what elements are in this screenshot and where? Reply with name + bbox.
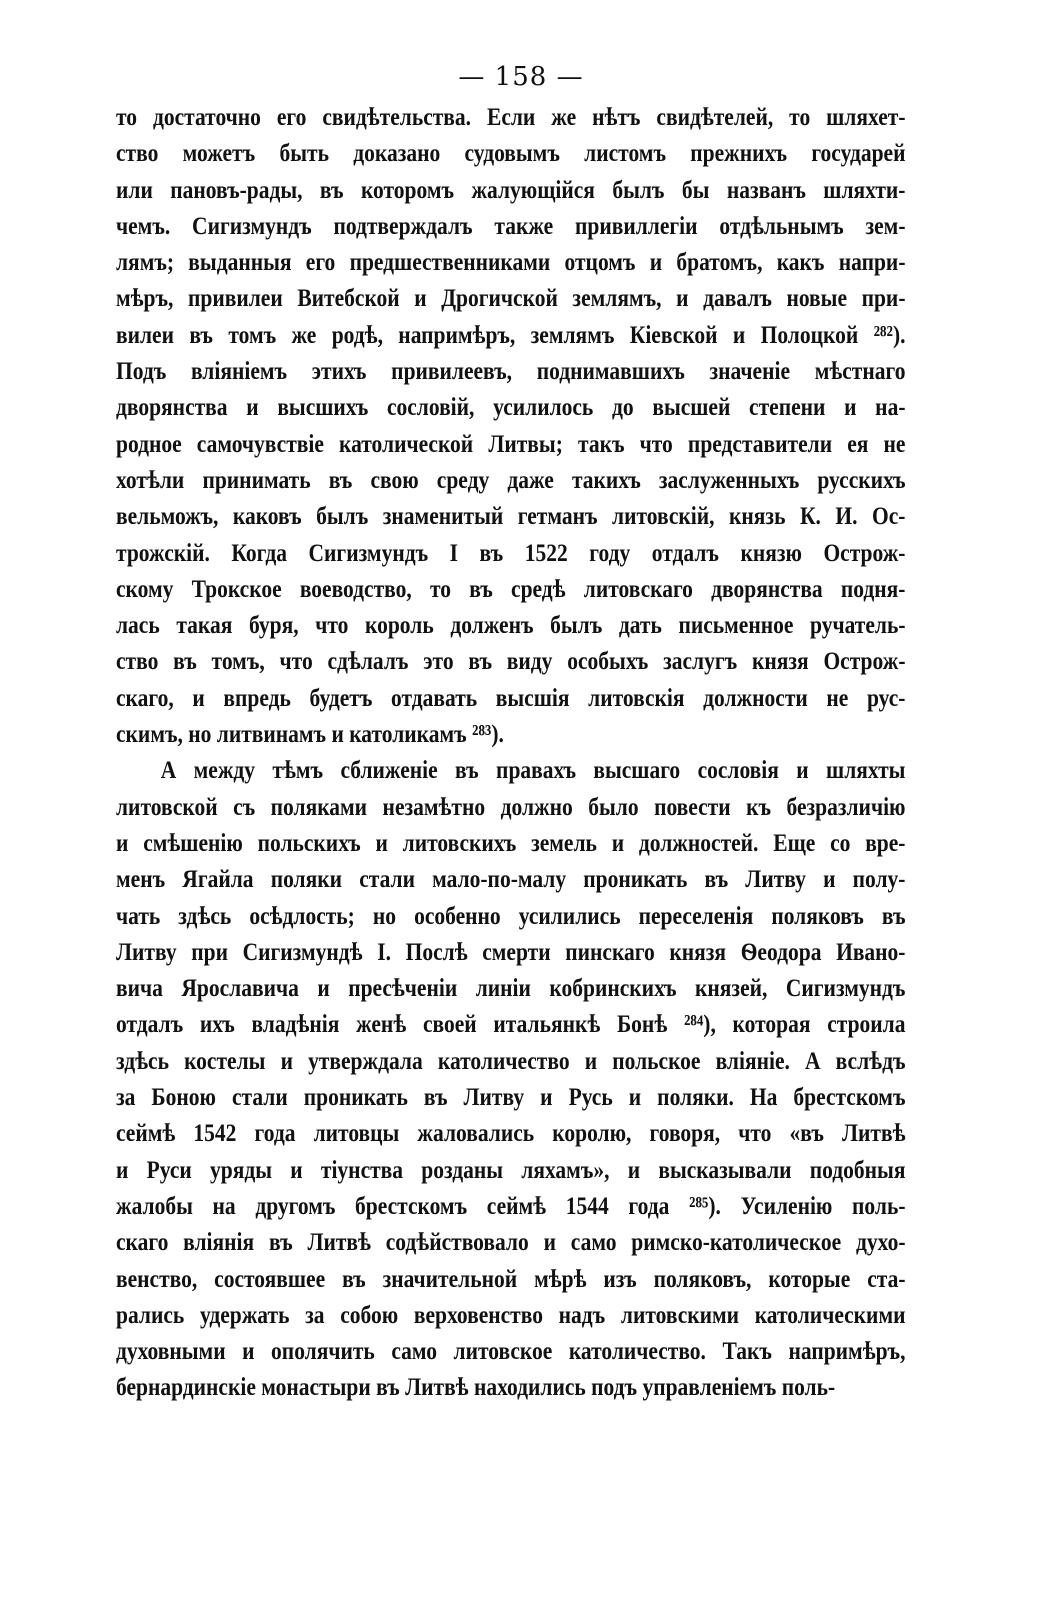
- text-line: ство въ томъ, что сдѣлалъ это въ виду особыхъ заслугъ князя Острож-: [116, 648, 906, 676]
- text-line: дворянства и высшихъ сословій, усилилось до высшей степени и на-: [116, 394, 906, 422]
- text-line: мѣръ, привилеи Витебской и Дрогичской землямъ, и давалъ новые при-: [116, 285, 906, 313]
- text-line: трожскій. Когда Сигизмундъ I въ 1522 году отдалъ князю Острож-: [116, 539, 906, 567]
- text-line: вича Ярославича и пресѣченіи линіи кобринскихъ князей, Сигизмундъ: [116, 975, 906, 1003]
- text-line: скаго вліянія въ Литвѣ содѣйствовало и само римско-католическое духо-: [116, 1229, 906, 1257]
- text-line: Литву при Сигизмундѣ I. Послѣ смерти пинскаго князя Ѳеодора Ивано-: [116, 938, 906, 966]
- page-number: — 158 —: [458, 62, 584, 92]
- text-line: вилеи въ томъ же родѣ, напримѣръ, землямъ Кіевской и Полоцкой ²⁸²).: [116, 321, 906, 349]
- text-line: скому Трокское воеводство, то въ средѣ литовскаго дворянства подня-: [116, 575, 906, 603]
- text-line: или пановъ-рады, въ которомъ жалующійся былъ бы названъ шляхти-: [116, 176, 906, 204]
- text-line: ство можетъ быть доказано судовымъ листомъ прежнихъ государей: [116, 140, 906, 168]
- text-line: вельможъ, каковъ былъ знаменитый гетманъ литовскій, князь К. И. Ос-: [116, 503, 906, 531]
- text-line: менъ Ягайла поляки стали мало-по-малу проникать въ Литву и полу-: [116, 866, 906, 894]
- text-line: родное самочувствіе католической Литвы; такъ что представители ея не: [116, 430, 906, 458]
- text-line: то достаточно его свидѣтельства. Если же нѣтъ свидѣтелей, то шляхет-: [116, 104, 906, 131]
- text-line: и смѣшенію польскихъ и литовскихъ земель и должностей. Еще со вре-: [116, 829, 906, 857]
- body-text: [116, 100, 906, 1407]
- text-line: сеймѣ 1542 года литовцы жаловались королю, говоря, что «въ Литвѣ: [116, 1120, 906, 1148]
- text-line: А между тѣмъ сближеніе въ правахъ высшаго сословія и шляхты: [160, 757, 906, 785]
- text-line: духовными и ополячить само литовское католичество. Такъ напримѣръ,: [116, 1338, 906, 1366]
- text-line: лась такая буря, что король долженъ былъ дать письменное ручатель-: [116, 612, 906, 640]
- text-line: здѣсь костелы и утверждала католичество и польское вліяніе. А вслѣдъ: [116, 1047, 906, 1075]
- text-line: Подъ вліяніемъ этихъ привилеевъ, поднимавшихъ значеніе мѣстнаго: [116, 358, 906, 386]
- text-line: жалобы на другомъ брестскомъ сеймѣ 1544 года ²⁸⁵). Усиленію поль-: [116, 1192, 906, 1220]
- text-line: рались удержать за собою верховенство надъ литовскими католическими: [116, 1301, 906, 1329]
- text-line: и Руси уряды и тіунства розданы ляхамъ», и высказывали подобныя: [116, 1156, 906, 1184]
- text-line: скаго, и впредь будетъ отдавать высшія литовскія должности не рус-: [116, 684, 906, 712]
- text-line: бернардинскіе монастыри въ Литвѣ находились подъ управленіемъ поль-: [116, 1374, 836, 1402]
- text-line: литовской съ поляками незамѣтно должно было повести къ безразличію: [116, 793, 906, 821]
- paragraph-2: [116, 753, 906, 1406]
- text-line: лямъ; выданныя его предшественниками отцомъ и братомъ, какъ напри-: [116, 249, 906, 277]
- text-line: чать здѣсь осѣдлость; но особенно усилились переселенія поляковъ въ: [116, 902, 906, 930]
- text-line: чемъ. Сигизмундъ подтверждалъ также привиллегіи отдѣльнымъ зем-: [116, 212, 906, 240]
- text-line: за Боною стали проникать въ Литву и Русь и поляки. На брестскомъ: [116, 1084, 906, 1112]
- text-line: хотѣли принимать въ свою среду даже такихъ заслуженныхъ русскихъ: [116, 466, 906, 494]
- paragraph-1: [116, 100, 906, 753]
- text-line: отдалъ ихъ владѣнія женѣ своей итальянкѣ Бонѣ ²⁸⁴), которая строила: [116, 1011, 906, 1039]
- text-line: венство, состоявшее въ значительной мѣрѣ изъ поляковъ, которые ста-: [116, 1265, 906, 1293]
- text-line: скимъ, но литвинамъ и католикамъ ²⁸³).: [116, 721, 504, 749]
